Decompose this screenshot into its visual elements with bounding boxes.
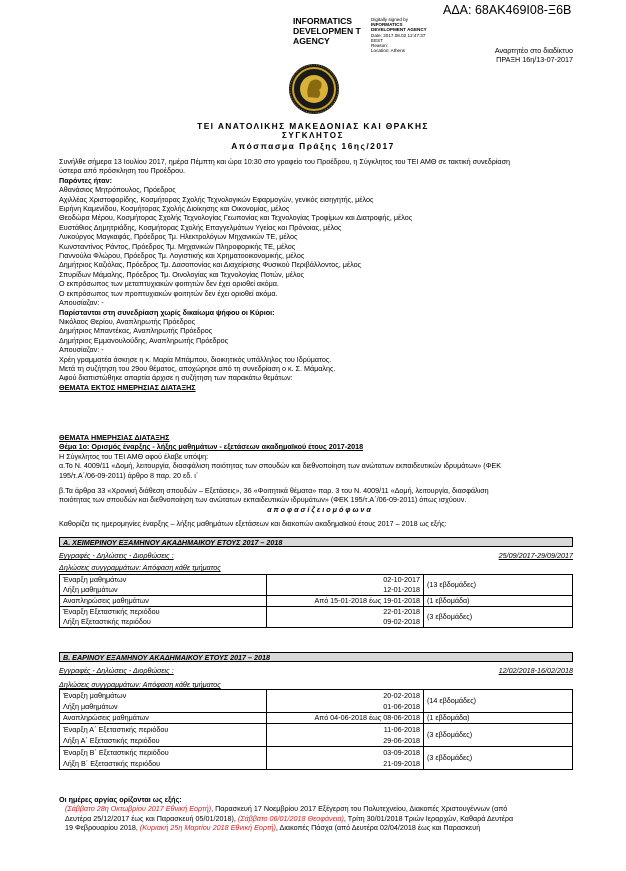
table-row <box>60 690 573 702</box>
intro-line: ύστερα από πρόσκληση του Προέδρου. <box>59 166 186 176</box>
row-duration: (14 εβδομάδες) <box>424 690 573 713</box>
posting-line: Αναρτητέο στο διαδίκτυο <box>494 46 573 55</box>
row-date: 22-01-2018 <box>267 607 424 618</box>
topic-title: Θέμα 1ο: Ορισμός έναρξης - λήξης μαθημάτων - εξετάσεων ακαδημαϊκού έτους 2017-2018 <box>59 442 364 452</box>
quorum-line: Αφού διαπιστώθηκε απαρτία άρχισε η συζήτηση των παρακάτω θεμάτων: <box>59 373 293 383</box>
row-duration: (13 εβδομάδες) <box>424 575 573 596</box>
row-duration: (3 εβδομάδες) <box>424 607 573 628</box>
row-date: 09-02-2018 <box>267 617 424 628</box>
posting-note <box>470 46 573 65</box>
present-heading: Παρόντες ήταν: <box>59 175 113 185</box>
row-date: 01-06-2018 <box>267 701 424 713</box>
point-a-line: α.Το Ν. 4009/11 «Δομή, λειτουργία, διασφάλιση ποιότητας των σπουδών και διεθνοποίηση των ανώτατων εκπαιδευτικών ιδρυμάτων» (ΦΕΚ <box>59 461 502 471</box>
present-member: Αχιλλέας Χριστοφορίδης, Κοσμήτορας Σχολής Τεχνολογικών Εφαρμογών, γενικός εισηγητής, μέλος <box>59 194 374 204</box>
row-label: Λήξη μαθημάτων <box>60 585 267 596</box>
sig-line: EEST <box>371 37 383 43</box>
sig-line: INFORMATICS <box>371 22 403 28</box>
sig-line: DEVELOPMENT AGENCY <box>371 27 427 33</box>
present-member: Γιαννούλα Φλώρου, Πρόεδρος Τμ. Λογιστικής και Χρηματοοικονομικής, μέλος <box>59 251 305 261</box>
advisory-heading: Παρίστανται στη συνεδρίαση χωρίς δικαίωμα ψήφου οι Κύριοι: <box>59 307 275 317</box>
table-row <box>60 747 573 759</box>
advisory-member: Δημήτριος Μπαντέκας, Αναπληρωτής Πρόεδρος <box>59 326 213 336</box>
row-date: Από 15-01-2018 έως 19-01-2018 <box>267 596 424 607</box>
winter-registration-label: Εγγραφές - Δηλώσεις - Διορθώσεις : <box>59 551 174 560</box>
winter-registration-dates: 25/09/2017-29/09/2017 <box>498 551 573 560</box>
sig-line: Reason: <box>371 43 389 49</box>
present-member: Λυκούργος Μαγκαφάς, Πρόεδρος Τμ. Ηλεκτρολόγων Μηχανικών ΤΕ, μέλος <box>59 232 298 242</box>
winter-textbooks-note: Δηλώσεις συγγραμμάτων: Απόφαση κάθε τμήματος <box>59 563 221 572</box>
signature-details <box>371 17 427 53</box>
holidays-line <box>59 804 579 813</box>
row-label: Λήξη Α΄ Εξεταστικής περιόδου <box>60 735 267 747</box>
holiday-text: 19 Φεβρουαρίου 2018, <box>65 823 138 833</box>
absent-line: Απουσίαζαν: - <box>59 345 104 355</box>
present-member: Ο εκπρόσωπος των προπτυχιακών φοιτητών δεν έχει οριοθεί ακόμα. <box>59 288 278 298</box>
considering-line: Η Σύγκλητος του ΤΕΙ ΑΜΘ αφού έλαβε υπόψη: <box>59 451 209 461</box>
holidays-line <box>59 823 579 832</box>
sig-line: Digitally signed by <box>371 17 409 22</box>
winter-section-header: Α. ΧΕΙΜΕΡΙΝΟΥ ΕΞΑΜΗΝΟΥ ΑΚΑΔΗΜΑΙΚΟΥ ΕΤΟΥΣ 2017 – 2018 <box>59 537 573 547</box>
table-row <box>60 596 573 607</box>
row-label: Αναπληρώσεις μαθημάτων <box>60 713 267 724</box>
spring-section-header: Β. ΕΑΡΙΝΟΥ ΕΞΑΜΗΝΟΥ ΑΚΑΔΗΜΑΙΚΟΥ ΕΤΟΥΣ 2017 – 2018 <box>59 652 573 662</box>
present-member: Ο εκπρόσωπος των μεταπτυχιακών φοιτητών δεν έχει οριοθεί ακόμα. <box>59 279 279 289</box>
row-duration: (3 εβδομάδες) <box>424 747 573 770</box>
present-member: Ευστάθιος Δημητριάδης, Κοσμήτορας Σχολής Επαγγελμάτων Υγείας και Πρόνοιας, μέλος <box>59 222 342 232</box>
row-date: Από 04-06-2018 έως 08-06-2018 <box>267 713 424 724</box>
advisory-member: Νικόλαος Θερίου, Αναπληρωτής Πρόεδρος <box>59 316 196 326</box>
institution-logo-icon <box>288 63 340 115</box>
row-label: Έναρξη μαθημάτων <box>60 575 267 586</box>
sig-line: Location: Athens <box>371 48 405 54</box>
present-member: Ειρήνη Καμενίδου, Κοσμήτορας Σχολής Διοίκησης και Οικονομίας, μέλος <box>59 204 290 214</box>
present-member: Σπυρίδων Μάμαλης, Πρόεδρος Τμ. Οινολογίας και Τεχνολογίας Ποτών, μέλος <box>59 269 304 279</box>
agenda-heading: ΘΕΜΑΤΑ ΗΜΕΡΗΣΙΑΣ ΔΙΑΤΑΞΗΣ <box>59 433 170 442</box>
document-body <box>59 157 579 392</box>
row-date: 02-10-2017 <box>267 575 424 586</box>
holiday-highlight: (Σάββατο 28η Οκτωβρίου 2017 Εθνική Εορτή) <box>65 804 212 814</box>
row-duration: (1 εβδομάδα) <box>424 713 573 724</box>
row-label: Έναρξη Εξεταστικής περιόδου <box>60 607 267 618</box>
agenda-block <box>59 433 579 529</box>
secretary-line: Χρέη γραμματέα άσκησε η κ. Μαρία Μπάμπου, διοικητικός υπάλληλος του Ιδρύματος. <box>59 354 332 364</box>
row-duration: (3 εβδομάδες) <box>424 724 573 747</box>
institution-title: ΤΕΙ ΑΝΑΤΟΛΙΚΗΣ ΜΑΚΕΔΟΝΙΑΣ ΚΑΙ ΘΡΑΚΗΣ <box>197 121 429 131</box>
row-date: 29-06-2018 <box>267 735 424 747</box>
row-date: 20-02-2018 <box>267 690 424 702</box>
row-date: 21-09-2018 <box>267 758 424 770</box>
advisory-member: Δημήτριος Εμμανουλούδης, Αναπληρωτής Πρόεδρος <box>59 335 229 345</box>
row-duration: (1 εβδομάδα) <box>424 596 573 607</box>
sig-line: Date: 2017.08.02 12:47:37 <box>371 32 426 38</box>
excerpt-title: Απόσπασμα Πράξης 16ης/2017 <box>231 141 395 151</box>
spring-textbooks-note: Δηλώσεις συγγραμμάτων: Απόφαση κάθε τμήματος <box>59 680 221 689</box>
row-label: Έναρξη μαθημάτων <box>60 690 267 702</box>
point-b-line: β.Τα άρθρα 33 «Χρονική διάθεση σπουδών – Εξετάσεις», 36 «Φοιτητικά θέματα» παρ. 3 του Ν. 4009/11 «Δομή, λειτουργία, διασφάλιση <box>59 486 489 496</box>
winter-schedule-table <box>59 574 573 628</box>
digital-signature <box>293 16 443 58</box>
spring-schedule-table <box>59 689 573 770</box>
holidays-block <box>59 795 579 833</box>
row-label: Αναπληρώσεις μαθημάτων <box>60 596 267 607</box>
holidays-line <box>59 814 579 823</box>
point-a-line: 195/τ.Α΄/06-09-2011) άρθρο 8 παρ. 20 εδ. ι΄ <box>59 470 199 480</box>
ada-code: ΑΔΑ: 68ΑΚ469Ι08-Ξ6Β <box>443 3 572 17</box>
holiday-text: , Τρίτη 30/01/2018 Τριών Ιεραρχών, Καθαρά Δευτέρα <box>343 813 514 823</box>
signer-name: INFORMATICS DEVELOPMEN T AGENCY <box>293 16 361 46</box>
present-member: Κωνσταντίνος Ράντος, Πρόεδρος Τμ. Μηχανικών Πληροφορικής ΤΕ, μέλος <box>59 241 296 251</box>
row-label: Λήξη Εξεταστικής περιόδου <box>60 617 267 628</box>
absent-line: Απουσίαζαν: - <box>59 298 104 308</box>
row-date: 12-01-2018 <box>267 585 424 596</box>
row-date: 03-09-2018 <box>267 747 424 759</box>
table-row <box>60 575 573 586</box>
row-label: Έναρξη Α΄ Εξεταστικής περιόδου <box>60 724 267 736</box>
holiday-text: , Διακοπές Πάσχα (από Δευτέρα 02/04/2018 έως και Παρασκευή <box>275 823 481 833</box>
holiday-text: , Παρασκευή 17 Νοεμβρίου 2017 Εξέγερση του Πολυτεχνείου, Διακοπές Χριστουγέννων (από <box>211 804 508 814</box>
table-row <box>60 607 573 618</box>
holiday-text: Δευτέρα 25/12/2017 έως και Παρασκευή 05/01/2018), <box>65 813 236 823</box>
dates-intro: Καθορίζει τις ημερομηνίες έναρξης – λήξης μαθημάτων εξετάσεων και διακοπών ακαδημαϊκού έτους 2017 – 2018 ως εξής: <box>59 519 447 529</box>
present-member: Δημήτριος Καζιόλας, Πρόεδρος Τμ. Δασοπονίας και Διαχείρισης Φυσικού Περιβάλλοντος, μέλος <box>59 260 362 270</box>
act-number: ΠΡΑΞΗ 16η/13-07-2017 <box>496 55 573 65</box>
holidays-heading: Οι ημέρες αργίας ορίζονται ως εξής: <box>59 795 182 804</box>
table-row <box>60 713 573 724</box>
present-member: Θεοδώρα Μέρου, Κοσμήτορας Σχολής Τεχνολογίας Γεωπονίας και Τεχνολογίας Τροφίμων και Διατροφής, μέλος <box>59 213 413 223</box>
out-of-agenda-heading: ΘΕΜΑΤΑ ΕΚΤΟΣ ΗΜΕΡΗΣΙΑΣ ΔΙΑΤΑΞΗΣ <box>59 382 196 392</box>
spring-registration-dates: 12/02/2018-16/02/2018 <box>498 666 573 675</box>
departure-line: Μετά τη συζήτηση του 29ου θέματος, αποχώρησε από τη συνεδρίαση ο κ. Σ. Μάμαλης. <box>59 363 336 373</box>
row-label: Έναρξη Β΄ Εξεταστικής περιόδου <box>60 747 267 759</box>
senate-title: ΣΥΓΚΛΗΤΟΣ <box>281 131 344 140</box>
point-b-line: ποιότητας των σπουδών και διεθνοποίηση των ανώτατων εκπαιδευτικών ιδρυμάτων» (ΦΕΚ 195/τ.Α΄/06-09-2011) όπως ισχύουν. <box>59 495 467 505</box>
holiday-highlight: (Κυριακή 25η Μαρτίου 2018 Εθνική Εορτή) <box>139 823 276 833</box>
decision-line: α π ο φ α σ ί ζ ε ι ο μ ό φ ω ν α <box>267 504 371 514</box>
table-row <box>60 724 573 736</box>
intro-line: Συνήλθε σήμερα 13 Ιουλίου 2017, ημέρα Πέμπτη και ώρα 10:30 στο γραφείο του Προέδρου, η Σύγκλητος του ΤΕΙ ΑΜΘ σε τακτική συνεδρίαση <box>59 157 511 166</box>
spring-registration-label: Εγγραφές - Δηλώσεις - Διορθώσεις : <box>59 666 174 675</box>
holiday-highlight: (Σάββατο 06/01/2018 Θεοφάνεια) <box>237 813 344 823</box>
present-member: Αθανάσιος Μητρόπουλος, Πρόεδρος <box>59 185 176 195</box>
row-label: Λήξη μαθημάτων <box>60 701 267 713</box>
row-label: Λήξη Β΄ Εξεταστικής περιόδου <box>60 758 267 770</box>
row-date: 11-06-2018 <box>267 724 424 736</box>
